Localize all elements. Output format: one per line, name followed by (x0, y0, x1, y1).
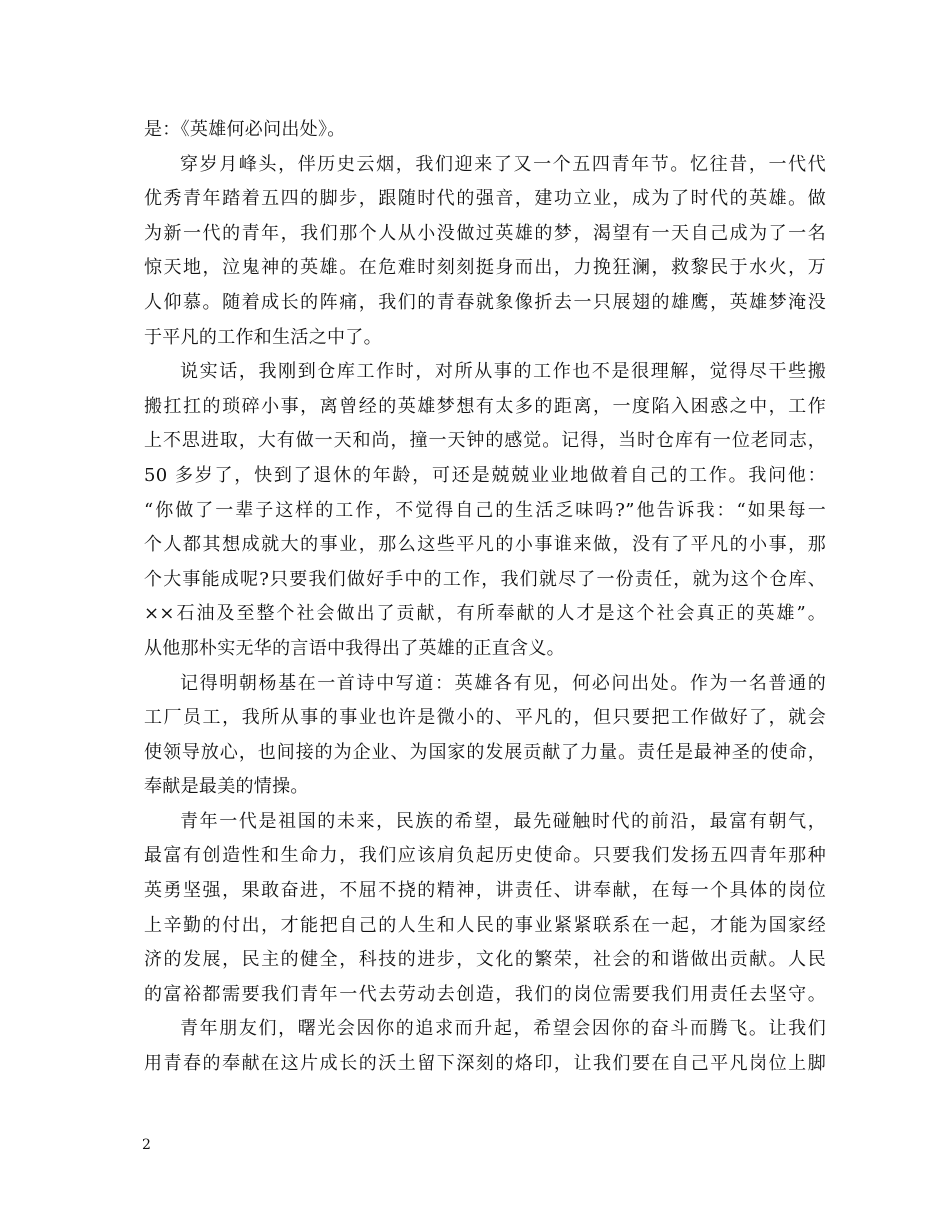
text-line: 记得明朝杨基在一首诗中写道：英雄各有见，何必问出处。作为一名普通的 (180, 672, 826, 694)
text-line: 于平凡的工作和生活之中了。 (144, 326, 382, 348)
text-line: 青年朋友们，曙光会因你的追求而升起，希望会因你的奋斗而腾飞。让我们 (180, 1018, 826, 1040)
text-line: 奉献是最美的情操。 (144, 776, 309, 798)
text-line: 的富裕都需要我们青年一代去劳动去创造，我们的岗位需要我们用责任去坚守。 (144, 983, 826, 1005)
text-line: 使领导放心，也间接的为企业、为国家的发展贡献了力量。责任是最神圣的使命， (144, 741, 826, 763)
text-line: ××石油及至整个社会做出了贡献，有所奉献的人才是这个社会真正的英雄”。 (144, 603, 826, 625)
text-line: 说实话，我刚到仓库工作时，对所从事的工作也不是很理解，觉得尽干些搬 (180, 361, 826, 383)
text-line: 上不思进取，大有做一天和尚，撞一天钟的感觉。记得，当时仓库有一位老同志， (144, 430, 826, 452)
text-line: 惊天地，泣鬼神的英雄。在危难时刻刻挺身而出，力挽狂澜，救黎民于水火，万 (144, 257, 826, 279)
text-line: 从他那朴实无华的言语中我得出了英雄的正直含义。 (144, 637, 565, 659)
text-line: 青年一代是祖国的未来，民族的希望，最先碰触时代的前沿，最富有朝气， (180, 810, 826, 832)
text-line: 个大事能成呢?只要我们做好手中的工作，我们就尽了一份责任，就为这个仓库、 (144, 568, 826, 590)
page-number: 2 (142, 1137, 151, 1153)
text-line: 为新一代的青年，我们那个人从小没做过英雄的梦，渴望有一天自己成为了一名 (144, 222, 826, 244)
text-line: 最富有创造性和生命力，我们应该肩负起历史使命。只要我们发扬五四青年那种 (144, 845, 826, 867)
text-line: 用青春的奉献在这片成长的沃土留下深刻的烙印，让我们要在自己平凡岗位上脚 (144, 1053, 826, 1075)
text-line: “你做了一辈子这样的工作，不觉得自己的生活乏味吗?”他告诉我：“如果每一 (144, 499, 826, 521)
text-line: 是：《英雄何必问出处》。 (144, 119, 346, 140)
text-line: 50 多岁了，快到了退休的年龄，可还是兢兢业业地做着自己的工作。我问他： (144, 464, 826, 486)
text-line: 工厂员工，我所从事的事业也许是微小的、平凡的，但只要把工作做好了，就会 (144, 707, 826, 729)
text-line: 穿岁月峰头，伴历史云烟，我们迎来了又一个五四青年节。忆往昔，一代代 (180, 153, 826, 175)
text-line: 上辛勤的付出，才能把自己的人生和人民的事业紧紧联系在一起，才能为国家经 (144, 914, 826, 936)
body-text (144, 113, 826, 1082)
text-line: 人仰慕。随着成长的阵痛，我们的青春就象像折去一只展翅的雄鹰，英雄梦淹没 (144, 291, 826, 313)
text-line: 济的发展，民主的健全，科技的进步，文化的繁荣，社会的和谐做出贡献。人民 (144, 949, 826, 971)
text-line: 搬扛扛的琐碎小事，离曾经的英雄梦想有太多的距离，一度陷入困惑之中，工作 (144, 395, 826, 417)
text-line: 个人都其想成就大的事业，那么这些平凡的小事谁来做，没有了平凡的小事，那 (144, 534, 826, 556)
text-line: 英勇坚强，果敢奋进，不屈不挠的精神，讲责任、讲奉献，在每一个具体的岗位 (144, 880, 826, 902)
text-line: 优秀青年踏着五四的脚步，跟随时代的强音，建功立业，成为了时代的英雄。做 (144, 188, 826, 210)
